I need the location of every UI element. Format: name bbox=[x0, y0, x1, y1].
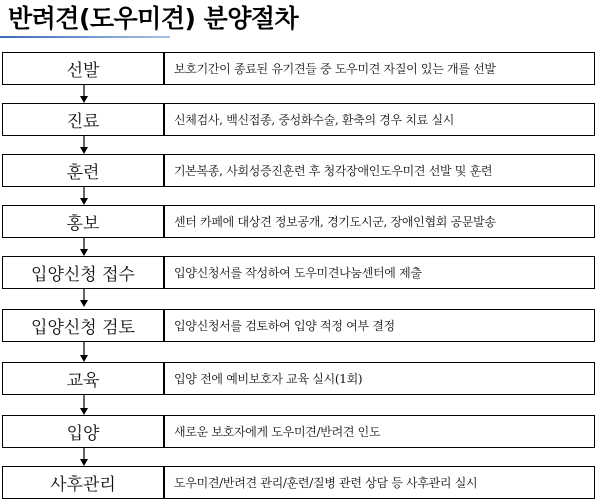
down-arrow-icon bbox=[79, 85, 89, 103]
down-arrow-icon bbox=[79, 136, 89, 154]
step-desc-application-review: 입양신청서를 검토하여 입양 적정 여부 결정 bbox=[164, 309, 595, 342]
step-box-treatment: 진료 bbox=[2, 103, 164, 136]
title-underline bbox=[0, 36, 170, 38]
step-box-education: 교육 bbox=[2, 362, 164, 395]
down-arrow-icon bbox=[79, 238, 89, 256]
step-desc-aftercare: 도우미견/반려견 관리/훈련/질병 관련 상담 등 사후관리 실시 bbox=[164, 466, 595, 499]
step-box-adoption: 입양 bbox=[2, 415, 164, 448]
step-desc-adoption: 새로운 보호자에게 도우미견/반려견 인도 bbox=[164, 415, 595, 448]
step-desc-promotion: 센터 카페에 대상견 정보공개, 경기도시군, 장애인협회 공문발송 bbox=[164, 205, 595, 238]
down-arrow-icon bbox=[79, 289, 89, 307]
down-arrow-icon bbox=[79, 342, 89, 362]
step-desc-selection: 보호기간이 종료된 유기견들 중 도우미견 자질이 있는 개를 선발 bbox=[164, 52, 595, 85]
step-desc-application-receipt: 입양신청서를 작성하여 도우미견나눔센터에 제출 bbox=[164, 256, 595, 289]
step-box-training: 훈련 bbox=[2, 154, 164, 187]
step-desc-education: 입양 전에 예비보호자 교육 실시(1회) bbox=[164, 362, 595, 395]
down-arrow-icon bbox=[79, 448, 89, 466]
page-title: 반려견(도우미견) 분양절차 bbox=[8, 4, 299, 33]
step-box-application-review: 입양신청 검토 bbox=[2, 309, 164, 342]
down-arrow-icon bbox=[79, 187, 89, 205]
step-box-promotion: 홍보 bbox=[2, 205, 164, 238]
step-desc-treatment: 신체검사, 백신접종, 중성화수술, 환축의 경우 치료 실시 bbox=[164, 103, 595, 136]
step-box-application-receipt: 입양신청 접수 bbox=[2, 256, 164, 289]
down-arrow-icon bbox=[79, 395, 89, 415]
step-box-aftercare: 사후관리 bbox=[2, 466, 164, 499]
step-desc-training: 기본복종, 사회성증진훈련 후 청각장애인도우미견 선발 및 훈련 bbox=[164, 154, 595, 187]
step-box-selection: 선발 bbox=[2, 52, 164, 85]
